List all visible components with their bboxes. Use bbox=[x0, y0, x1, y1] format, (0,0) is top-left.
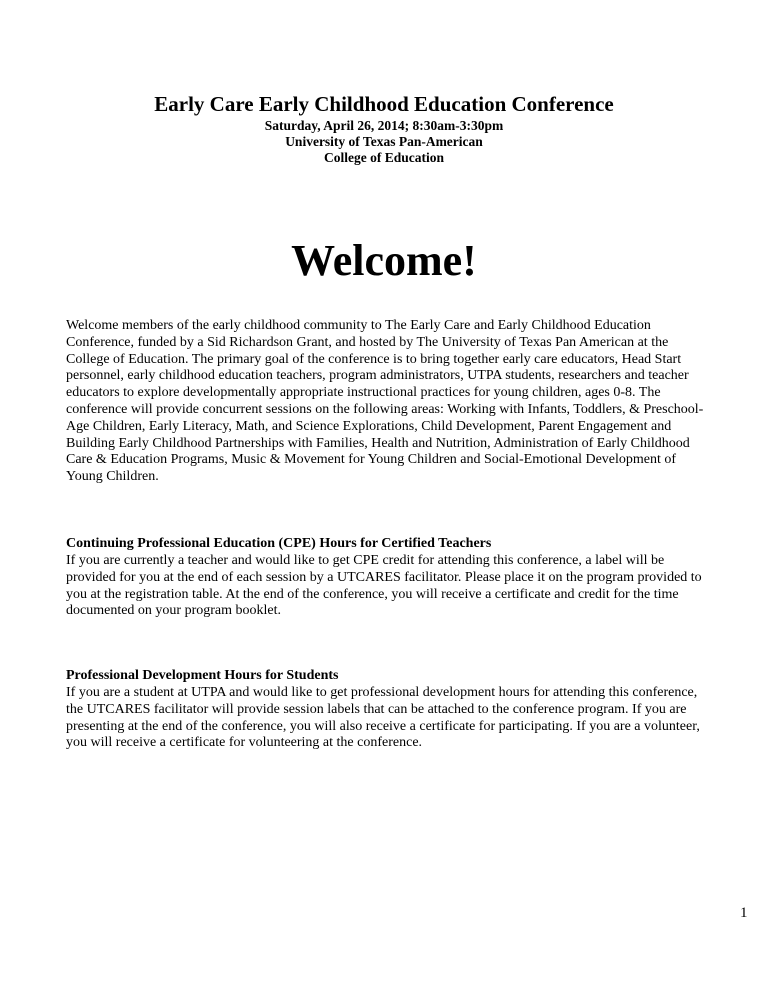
cpe-paragraph: If you are currently a teacher and would like to get CPE credit for attending this conference, a label will be provided for you at the end of each session by a UTCARES facilitator. Please place it on the program provided to you at the registration table. At the end of the conference, you will receive a certificate and credit for the time documented on your program booklet. bbox=[66, 553, 702, 619]
university-name: University of Texas Pan-American bbox=[285, 134, 483, 149]
college-name: College of Education bbox=[324, 150, 444, 165]
conference-date: Saturday, April 26, 2014; 8:30am-3:30pm bbox=[264, 118, 504, 133]
welcome-heading: Welcome! bbox=[291, 236, 477, 285]
intro-paragraph: Welcome members of the early childhood community to The Early Care and Early Childhood Education Conference, funded by a Sid Richardson Grant, and hosted by The University of Texas Pan American at the College of Education. The primary goal of the conference is to bring together early care educators, Head Start personnel, early childhood education teachers, program administrators, UTPA students, researchers and teacher educators to explore developmentally appropriate instructional practices for young children, ages 0-8. The conference will provide concurrent sessions on the following areas: Working with Infants, Toddlers, & Preschool-Age Children, Early Literacy, Math, and Science Explorations, Child Development, Parent Engagement and Building Early Childhood Partnerships with Families, Health and Nutrition, Administration of Early Childhood Care & Education Programs, Music & Movement for Young Children and Social-Emotional Development of Young Children. bbox=[66, 318, 704, 485]
conference-title: Early Care Early Childhood Education Conference bbox=[154, 92, 614, 116]
cpe-heading: Continuing Professional Education (CPE) Hours for Certified Teachers bbox=[66, 536, 492, 551]
students-heading: Professional Development Hours for Students bbox=[66, 668, 339, 683]
page-number: 1 bbox=[740, 905, 748, 921]
students-paragraph: If you are a student at UTPA and would like to get professional development hours for attending this conference, the UTCARES facilitator will provide session labels that can be attached to the conference program. If you are presenting at the end of the conference, you will also receive a certificate for participating. If you are a volunteer, you will receive a certificate for volunteering at the conference. bbox=[66, 685, 700, 751]
